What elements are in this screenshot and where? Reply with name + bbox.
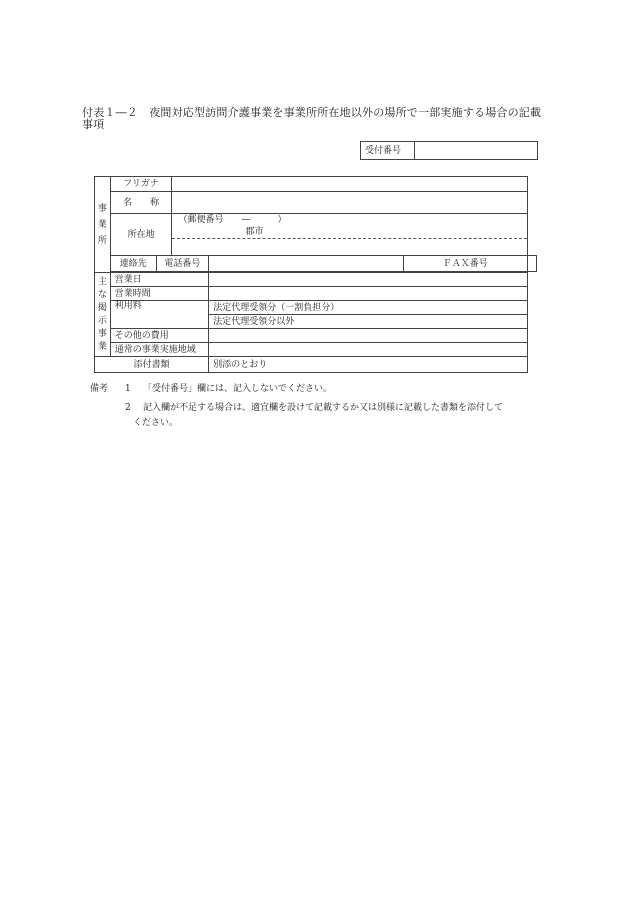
other-costs-field[interactable]	[209, 329, 528, 343]
attachments-label: 添付書類	[95, 357, 209, 373]
remarks	[90, 382, 503, 431]
fax-label: ＦＡＸ番号	[403, 256, 528, 272]
furigana-field[interactable]	[172, 177, 528, 192]
name-label: 名 称	[110, 192, 172, 214]
receipt-number-field[interactable]	[415, 142, 538, 160]
remarks-heading: 備考	[90, 384, 109, 394]
phone-label: 電話番号	[156, 256, 209, 272]
service-area-field[interactable]	[209, 343, 528, 357]
name-field[interactable]	[172, 192, 528, 214]
receipt-number-table	[360, 141, 538, 160]
other-costs-label: その他の費用	[110, 329, 209, 343]
phone-field[interactable]	[209, 256, 403, 272]
business-hours-field[interactable]	[209, 287, 528, 301]
office-group-label: 事 業 所	[95, 177, 111, 273]
city-text: 郡市	[245, 227, 264, 237]
business-days-field[interactable]	[209, 273, 528, 287]
fees-label: 利用料	[110, 301, 209, 329]
fee-proxy-field[interactable]: 法定代理受領分（一割負担分）	[209, 301, 528, 315]
business-hours-label: 営業時間	[110, 287, 209, 301]
receipt-number-label: 受付番号	[361, 142, 415, 160]
address-label: 所在地	[110, 214, 172, 256]
attachments-value: 別添のとおり	[209, 357, 528, 373]
service-area-label: 通常の事業実施地域	[110, 343, 209, 357]
form-title: 付表１―２ 夜間対応型訪問介護事業を事業所所在地以外の場所で一部実施する場合の記載事項	[82, 106, 542, 131]
items-group-label: 主 な 掲 示 事 業	[95, 273, 111, 357]
remark-number: 1	[125, 384, 131, 394]
fee-non-proxy-field[interactable]: 法定代理受領分以外	[209, 315, 528, 329]
fax-field[interactable]	[528, 256, 537, 272]
business-days-label: 営業日	[110, 273, 209, 287]
contact-label: 連絡先	[110, 256, 156, 272]
address-field[interactable]	[172, 214, 528, 256]
office-info-table	[94, 176, 537, 373]
remark-text: 「受付番号」欄には、記入しないでください。	[143, 384, 333, 394]
postal-code-text: （郵便番号 ― ）	[178, 215, 287, 225]
remark-number: 2	[125, 403, 131, 413]
remark-text-continued: ください。	[133, 418, 179, 428]
furigana-label: フリガナ	[110, 177, 172, 192]
remark-text: 記入欄が不足する場合は、適宜欄を設けて記載するか又は別様に記載した書類を添付して	[143, 403, 504, 413]
